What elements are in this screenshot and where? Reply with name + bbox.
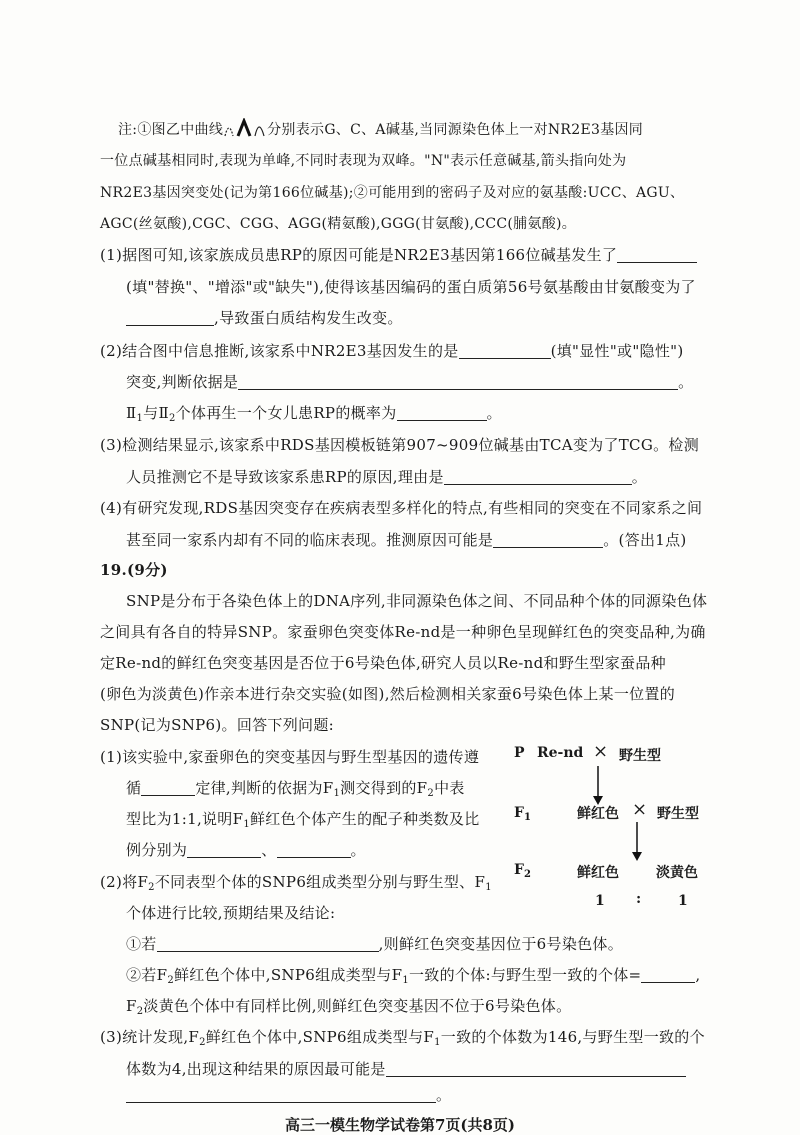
q19-p2-line2: 个体进行比较,预期结果及结论: <box>126 904 336 922</box>
q18-p4-text: 甚至同一家系内却有不同的临床表现。推测原因可能是 <box>126 531 494 549</box>
f1-generation-label <box>514 805 531 823</box>
q19-intro-2: 之间具有各自的特异SNP。家蚕卵色突变体Re-nd是一种卵色呈现鲜红色的突变品种,为确 <box>100 623 706 641</box>
q18-p1-line1 <box>100 244 697 266</box>
q19-intro-3: 定Re-nd的鲜红色突变基因是否位于6号染色体,研究人员以Re-nd和野生型家蚕品种 <box>100 654 666 672</box>
q19-p3-line2 <box>126 1058 686 1080</box>
q18-p3-line2 <box>126 466 647 488</box>
q18-p1-line3 <box>126 307 403 329</box>
wild-type-parent: 野生型 <box>619 748 661 764</box>
answer-blank[interactable] <box>141 779 195 796</box>
q18-p1-text: (1)据图可知,该家族成员患RP的原因可能是NR2E3基因第166位碱基发生了 <box>100 246 618 264</box>
q19-p3-text: 体数为4,出现这种结果的原因最可能是 <box>126 1060 386 1078</box>
subscript: 1 <box>402 975 409 986</box>
q19-p1-text: 测交得到的F <box>340 779 428 797</box>
q19-p3-line3 <box>126 1084 451 1106</box>
q18-p2-text: 个体再生一个女儿患RP的概率为 <box>175 404 397 422</box>
p-generation-label: P <box>514 745 525 761</box>
answer-blank[interactable] <box>617 246 697 263</box>
subscript: 2 <box>168 413 176 424</box>
f-label: F <box>514 805 524 821</box>
period: 。 <box>486 404 502 422</box>
q19-p2-text: F <box>126 997 137 1015</box>
ratio-value-red: 1 <box>595 893 605 909</box>
subscript: 1 <box>243 819 250 830</box>
answer-blank[interactable] <box>397 404 487 421</box>
q19-p3-text: (3)统计发现,F <box>100 1028 200 1046</box>
q18-p4-line2 <box>126 529 687 551</box>
subscript: 1 <box>434 1037 441 1048</box>
q19-p1-text: 、 <box>261 841 277 859</box>
answer-blank[interactable] <box>238 373 678 390</box>
ratio-colon: : <box>636 891 642 907</box>
cross-symbol: × <box>632 799 648 820</box>
page-footer: 高三一模生物学试卷第7页(共8页) <box>284 1116 516 1134</box>
q19-p1-line2 <box>126 777 465 805</box>
q19-intro-4: (卵色为淡黄色)作亲本进行杂交实验(如图),然后检测相关家蚕6号染色体上某一位置的 <box>100 685 676 703</box>
answer-blank[interactable] <box>493 531 603 548</box>
q19-p1-line4 <box>126 839 366 861</box>
q19-p2-text: ①若 <box>126 935 157 953</box>
q19-p2-text: 一致的个体:与野生型一致的个体= <box>408 966 642 984</box>
answer-blank[interactable] <box>641 966 695 983</box>
subscript: 2 <box>148 882 155 893</box>
q19-p2-text: ②若F <box>126 966 168 984</box>
answer-blank[interactable] <box>187 841 261 858</box>
q18-p4-text: 。(答出1点) <box>603 531 687 549</box>
q19-p1-line1: (1)该实验中,家蚕卵色的突变基因与野生型基因的遗传遵 <box>100 748 480 766</box>
ratio-value-yellow: 1 <box>678 893 688 909</box>
q19-p1-text: 定律,判断的依据为F <box>195 779 334 797</box>
arrow-down-icon <box>590 766 606 806</box>
q19-p2-text: 不同表型个体的SNP6组成类型分别与野生型、F <box>154 873 486 891</box>
answer-blank[interactable] <box>157 935 379 952</box>
q18-p2-text: (填"显性"或"隐性") <box>550 342 684 360</box>
peak-curves-icon <box>223 118 267 138</box>
note-line-4: AGC(丝氨酸),CGC、CGG、AGG(精氨酸),GGG(甘氨酸),CCC(脯氨酸)。 <box>100 216 577 232</box>
period: 。 <box>436 1086 452 1104</box>
generation-label: 与Ⅱ <box>143 404 169 422</box>
q19-intro-5: SNP(记为SNP6)。回答下列问题: <box>100 716 334 734</box>
q19-p2-line4 <box>126 964 701 992</box>
subscript: 1 <box>136 413 144 424</box>
arrow-down-icon <box>629 822 645 862</box>
q18-p1-text: ,导致蛋白质结构发生改变。 <box>214 309 403 327</box>
q18-p2-text: 突变,判断依据是 <box>126 373 239 391</box>
q19-p1-text: 型比为1:1,说明F <box>126 810 244 828</box>
generation-label: Ⅱ <box>126 404 137 422</box>
f2-red-phenotype: 鲜红色 <box>577 865 619 881</box>
q18-p2-text: (2)结合图中信息推断,该家系中NR2E3基因发生的是 <box>100 342 459 360</box>
q19-p1-text: 循 <box>126 779 142 797</box>
subscript: 2 <box>136 1006 144 1017</box>
answer-blank[interactable] <box>126 309 214 326</box>
q19-p2-line1 <box>100 871 492 899</box>
q18-p1-line2: (填"替换"、"增添"或"缺失"),使得该基因编码的蛋白质第56号氨基酸由甘氨酸变为了 <box>126 278 696 296</box>
answer-blank[interactable] <box>444 468 632 485</box>
q19-p2-text: 鲜红色个体中,SNP6组成类型与F <box>173 966 403 984</box>
q19-intro-1: SNP是分布于各染色体上的DNA序列,非同源染色体之间、不同品种个体的同源染色体 <box>126 592 708 610</box>
f1-wild-type: 野生型 <box>657 806 699 822</box>
q19-p3-text: 一致的个体数为146,与野生型一致的个 <box>440 1028 705 1046</box>
f2-generation-label <box>514 862 531 880</box>
note-line-3: NR2E3基因突变处(记为第166位碱基);②可能用到的密码子及对应的氨基酸:UCC、AGU、 <box>100 185 685 201</box>
f2-yellow-phenotype: 淡黄色 <box>656 865 698 881</box>
q18-p2-line3 <box>126 402 502 430</box>
note-text: 注:①图乙中曲线 <box>118 122 224 138</box>
answer-blank[interactable] <box>386 1060 686 1077</box>
period: 。 <box>350 841 366 859</box>
period: 。 <box>631 468 648 486</box>
q19-p3-text: 鲜红色个体中,SNP6组成类型与F <box>205 1028 435 1046</box>
f1-red-phenotype: 鲜红色 <box>577 806 619 822</box>
q19-p1-text: 中表 <box>434 779 465 797</box>
period: 。 <box>678 373 694 391</box>
answer-blank[interactable] <box>459 342 551 359</box>
q18-p3-text: 人员推测它不是导致该家系患RP的原因,理由是 <box>126 468 444 486</box>
q19-header: 19.(9分) <box>100 561 168 579</box>
q19-p1-text: 例分别为 <box>126 841 188 859</box>
answer-blank[interactable] <box>277 841 351 858</box>
note-line-2: 一位点碱基相同时,表现为单峰,不同时表现为双峰。"N"表示任意碱基,箭头指向处为 <box>100 153 627 169</box>
q19-p1-text: 鲜红色个体产生的配子种类数及比 <box>250 810 480 828</box>
q19-p2-text: (2)将F <box>100 873 149 891</box>
q19-p2-line5 <box>126 995 571 1023</box>
subscript: 2 <box>167 975 174 986</box>
subscript: 1 <box>485 882 492 893</box>
q19-p1-line3 <box>126 808 480 836</box>
subscript: 1 <box>523 812 531 823</box>
q19-p2-line3 <box>126 933 623 955</box>
note-text: 分别表示G、C、A碱基,当同源染色体上一对NR2E3基因同 <box>267 122 644 138</box>
q19-p2-text: ,则鲜红色突变基因位于6号染色体。 <box>378 935 624 953</box>
note-line-1 <box>118 118 643 141</box>
answer-blank[interactable] <box>126 1086 436 1103</box>
q19-p2-text: , <box>695 966 701 984</box>
q18-p2-line2 <box>126 371 693 393</box>
q18-p4-line1: (4)有研究发现,RDS基因突变存在疾病表型多样化的特点,有些相同的突变在不同家系之间 <box>100 499 703 517</box>
f-label: F <box>514 862 524 878</box>
q19-p3-line1 <box>100 1026 705 1054</box>
q18-p3-line1: (3)检测结果显示,该家系中RDS基因模板链第907~909位碱基由TCA变为了TCG。检测 <box>100 436 700 454</box>
subscript: 2 <box>523 869 531 880</box>
cross-symbol: × <box>593 741 609 762</box>
q18-p2-line1 <box>100 340 683 362</box>
subscript: 2 <box>199 1037 206 1048</box>
subscript: 1 <box>333 788 341 799</box>
q19-p2-text: 淡黄色个体中有同样比例,则鲜红色突变基因不位于6号染色体。 <box>143 997 572 1015</box>
re-nd-parent: Re-nd <box>537 745 584 761</box>
subscript: 2 <box>427 788 435 799</box>
